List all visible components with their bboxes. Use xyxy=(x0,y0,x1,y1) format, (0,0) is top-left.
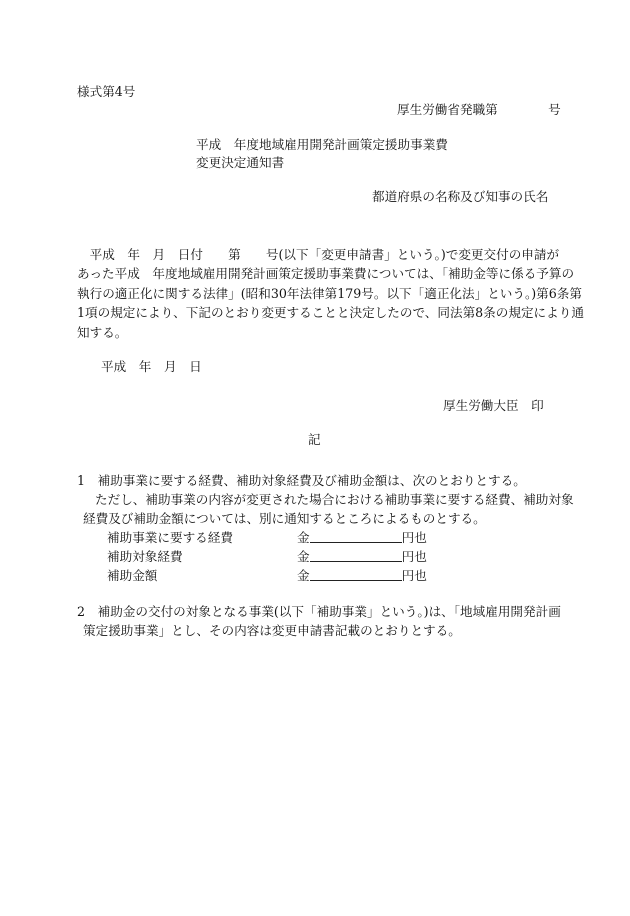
amount-suffix: 円也 xyxy=(401,568,427,583)
title-line-2: 変更決定通知書 xyxy=(196,155,285,170)
title-line-1: 平成 年度地域雇用開発計画策定援助事業費 xyxy=(196,137,448,152)
date: 平成 年 月 日 xyxy=(101,359,202,374)
document-number: 厚生労働省発職第 号 xyxy=(397,102,561,117)
item1-line: 1 補助事業に要する経費、補助対象経費及び補助金額は、次のとおりとする。 xyxy=(77,473,526,488)
amount-field xyxy=(297,568,427,584)
amount-suffix: 円也 xyxy=(401,549,427,564)
amount-label: 補助金額 xyxy=(107,568,158,583)
item2-line: 策定援助事業」とし、その内容は変更申請書記載のとおりとする。 xyxy=(83,623,461,638)
amount-field xyxy=(297,530,427,546)
body-line: 平成 年 月 日付 第 号(以下「変更申請書」という。)で変更交付の申請が xyxy=(77,247,560,262)
amount-blank xyxy=(310,530,402,543)
amount-prefix: 金 xyxy=(297,530,310,545)
item2-line: 2 補助金の交付の対象となる事業(以下「補助事業」という。)は、「地域雇用開発計画 xyxy=(77,604,561,619)
amount-blank xyxy=(310,549,402,562)
amount-suffix: 円也 xyxy=(401,530,427,545)
item1-line: ただし、補助事業の内容が変更された場合における補助事業に要する経費、補助対象 xyxy=(95,492,574,507)
amount-field xyxy=(297,549,427,565)
form-number: 様式第4号 xyxy=(77,84,136,99)
body-line: 1項の規定により、下記のとおり変更することと決定したので、同法第8条の規定により通 xyxy=(77,305,584,320)
item1-line: 経費及び補助金額については、別に通知するところによるものとする。 xyxy=(83,511,486,526)
amount-label: 補助事業に要する経費 xyxy=(107,530,233,545)
issuer: 厚生労働大臣 印 xyxy=(443,398,544,413)
amount-label: 補助対象経費 xyxy=(107,549,183,564)
ki-heading: 記 xyxy=(308,432,321,447)
body-line: あった平成 年度地域雇用開発計画策定援助事業費については、「補助金等に係る予算の xyxy=(77,266,575,281)
body-line: 執行の適正化に関する法律」(昭和30年法律第179号。以下「適正化法」という。)第6条第 xyxy=(77,286,582,301)
addressee: 都道府県の名称及び知事の氏名 xyxy=(372,189,549,204)
body-line: 知する。 xyxy=(77,325,128,340)
amount-blank xyxy=(310,568,402,581)
amount-prefix: 金 xyxy=(297,568,310,583)
amount-prefix: 金 xyxy=(297,549,310,564)
